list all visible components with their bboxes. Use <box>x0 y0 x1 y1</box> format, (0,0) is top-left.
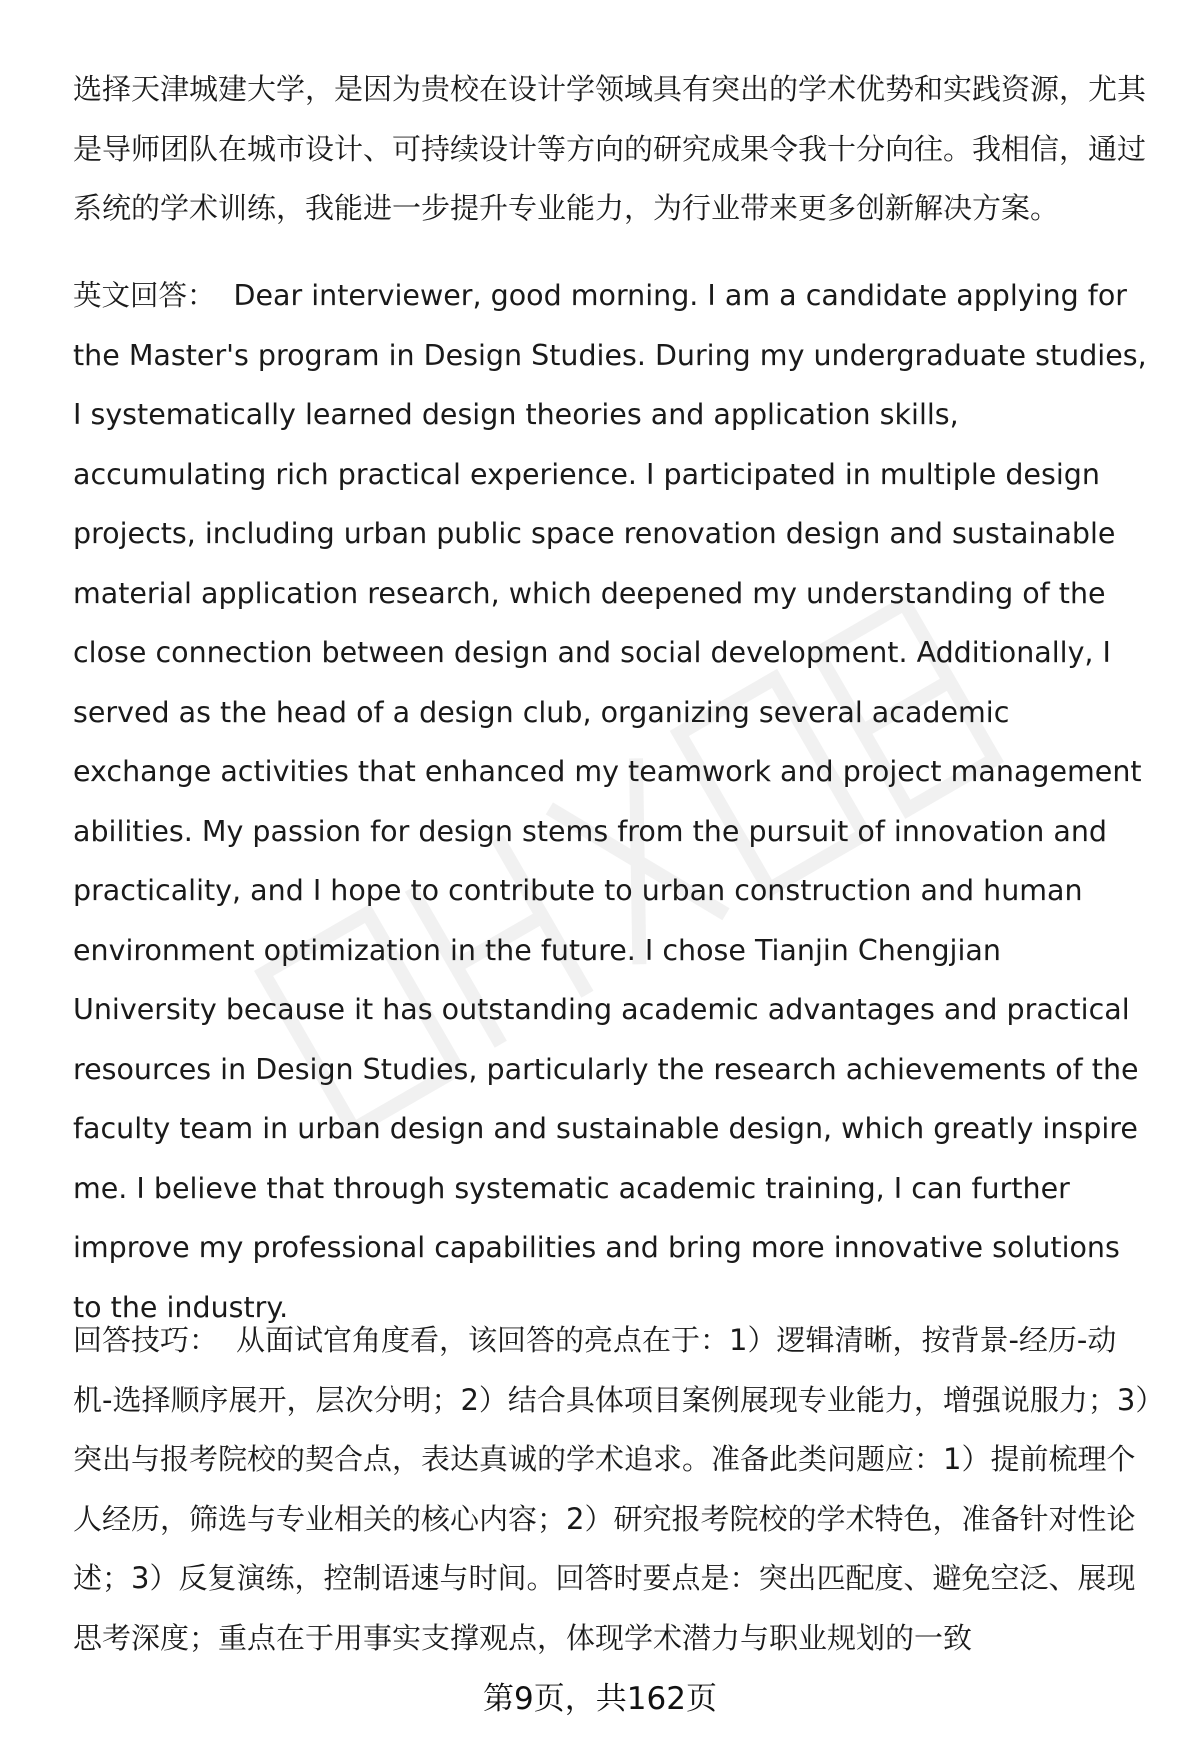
english-answer-text: Dear interviewer, good morning. I am a candidate applying for the Master's program in Design Studies. During my undergraduate studies, I systematically learned design theories and application skills, accumulating rich practical experience. I participated in multiple design projects, including urban public space renovation design and sustainable material application research, which deepened my understanding of the close connection between design and social development. Additionally, I served as the head of a design club, organizing several academic exchange activities that enhanced my teamwork and project management abilities. My passion for design stems from the pursuit of innovation and practicality, and I hope to contribute to urban construction and human environment optimization in the future. I chose Tianjin Chengjian University because it has outstanding academic advantages and practical resources in Design Studies, particularly the research achievements of the faculty team in urban design and sustainable design, which greatly inspire me. I believe that through systematic academic training, I can further improve my professional capabilities and bring more innovative solutions to the industry. <box>73 279 1147 1324</box>
english-answer-label: 英文回答： <box>73 279 216 312</box>
tips-paragraph <box>73 1311 1153 1668</box>
page-number-footer: 第9页，共162页 <box>483 1681 717 1717</box>
tips-label: 回答技巧： <box>73 1323 219 1357</box>
intro-text: 选择天津城建大学，是因为贵校在设计学领域具有突出的学术优势和实践资源，尤其是导师团队在城市设计、可持续设计等方向的研究成果令我十分向往。我相信，通过系统的学术训练，我能进一步提升专业能力，为行业带来更多创新解决方案。 <box>73 72 1147 225</box>
tips-text: 从面试官角度看，该回答的亮点在于：1）逻辑清晰，按背景-经历-动机-选择顺序展开，层次分明；2）结合具体项目案例展现专业能力，增强说服力；3）突出与报考院校的契合点，表达真诚的学术追求。准备此类问题应：1）提前梳理个人经历，筛选与专业相关的核心内容；2）研究报考院校的学术特色，准备针对性论述；3）反复演练，控制语速与时间。回答时要点是：突出匹配度、避免空泛、展现思考深度；重点在于用事实支撑观点，体现学术潜力与职业规划的一致 <box>73 1323 1150 1655</box>
intro-paragraph <box>73 60 1153 239</box>
english-answer-paragraph <box>73 266 1153 1337</box>
